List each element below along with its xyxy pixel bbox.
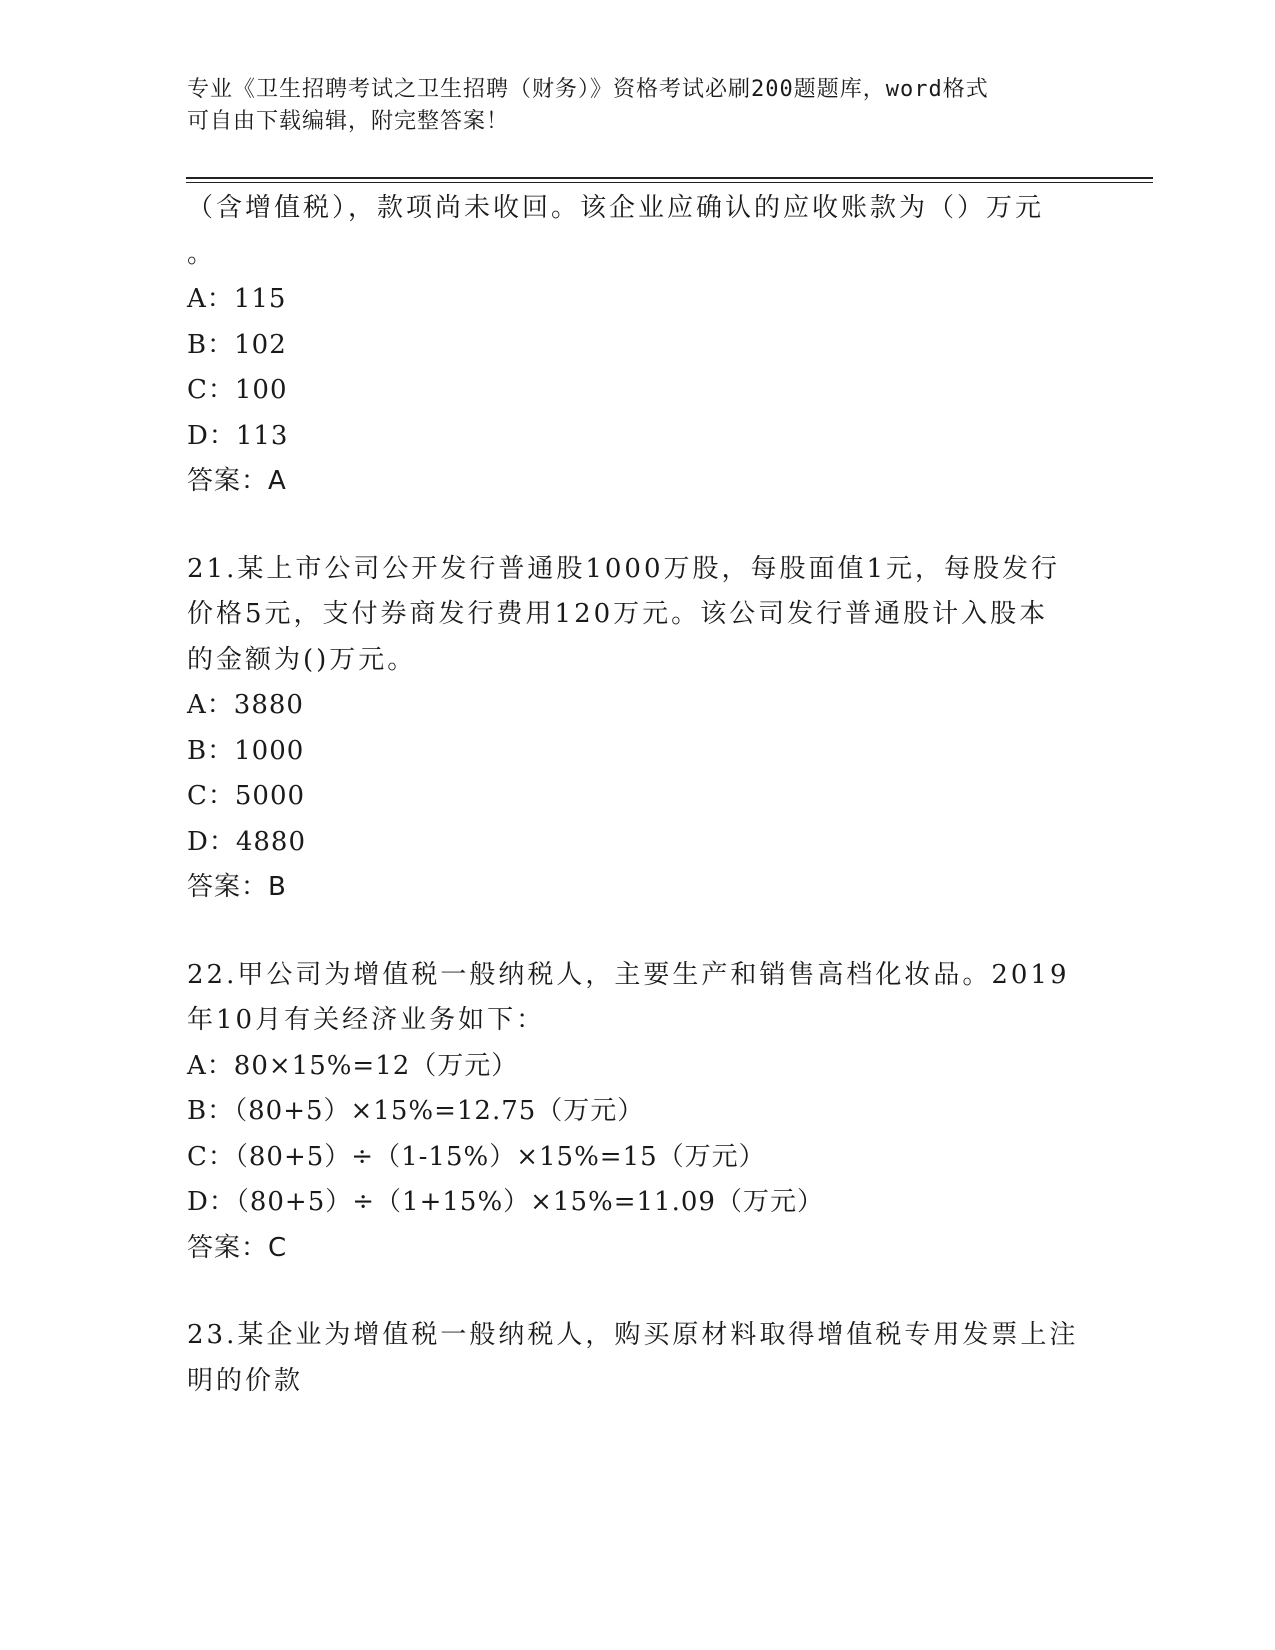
option-c: C：（80+5）÷（1-15%）×15%=15（万元）	[187, 1141, 766, 1172]
header-divider-thin	[186, 182, 1153, 183]
question-text: 价格5元，支付券商发行费用120万元。该公司发行普通股计入股本	[187, 599, 1049, 629]
option-a: A：80×15%=12（万元）	[187, 1050, 519, 1081]
question-text: 22.甲公司为增值税一般纳税人，主要生产和销售高档化妆品。2019	[187, 959, 1070, 990]
option-d: D：（80+5）÷（1+15%）×15%=11.09（万元）	[187, 1187, 824, 1217]
header-divider-thick	[186, 177, 1153, 179]
question-text: 年10月有关经济业务如下：	[187, 1005, 546, 1035]
question-text: 。	[187, 238, 217, 269]
answer: 答案：B	[187, 872, 287, 902]
option-b: B：（80+5）×15%=12.75（万元）	[187, 1096, 645, 1126]
question-23	[187, 1313, 1087, 1404]
question-21	[187, 547, 1087, 911]
option-b: B：102	[187, 329, 287, 360]
option-c: C：100	[187, 375, 288, 405]
option-c: C：5000	[187, 781, 306, 811]
question-text: 明的价款	[187, 1365, 304, 1396]
question-text: （含增值税），款项尚未收回。该企业应确认的应收账款为（）万元	[187, 193, 1045, 223]
page-header	[187, 74, 1067, 138]
question-list	[187, 186, 1087, 1404]
option-d: D：113	[187, 420, 289, 451]
header-line-2: 可自由下载编辑，附完整答案！	[187, 109, 510, 134]
question-20	[187, 186, 1087, 505]
answer: 答案：C	[187, 1232, 288, 1263]
answer: 答案：A	[187, 466, 287, 496]
question-text: 23.某企业为增值税一般纳税人，购买原材料取得增值税专用发票上注	[187, 1320, 1079, 1350]
option-d: D：4880	[187, 826, 307, 857]
option-b: B：1000	[187, 735, 305, 766]
question-text: 21.某上市公司公开发行普通股1000万股，每股面值1元，每股发行	[187, 553, 1061, 584]
question-text: 的金额为()万元。	[187, 644, 417, 675]
header-line-1: 专业《卫生招聘考试之卫生招聘（财务）》资格考试必刷200题题库，word格式	[187, 77, 989, 102]
option-a: A：3880	[187, 690, 304, 720]
question-22	[187, 953, 1087, 1272]
option-a: A：115	[187, 284, 287, 314]
